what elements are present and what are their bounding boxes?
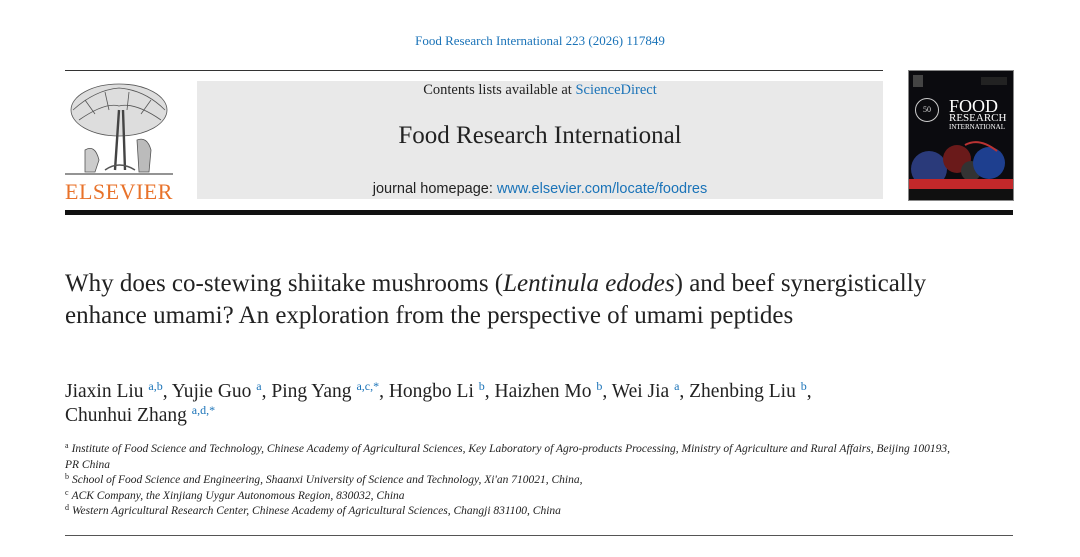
title-part1: Why does co-stewing shiitake mushrooms (: [65, 270, 504, 297]
author-affiliation-marker[interactable]: a: [256, 379, 262, 393]
affiliation-item: [65, 504, 965, 520]
author-separator: ,: [261, 381, 272, 402]
author-name[interactable]: Zhenbing Liu: [689, 381, 796, 402]
author-affiliation-marker[interactable]: a: [674, 379, 680, 393]
affiliation-key: c: [65, 487, 69, 497]
contents-line: [197, 81, 883, 98]
tree-icon: [65, 80, 173, 178]
masthead-rule: [65, 210, 1013, 215]
author-separator: ,: [484, 381, 495, 402]
author-separator: ,: [806, 381, 812, 402]
author-list: [65, 380, 1005, 428]
author-affiliation-marker[interactable]: b: [800, 379, 807, 393]
citation-link[interactable]: Food Research International 223 (2026) 117849: [415, 33, 665, 48]
elsevier-logo[interactable]: [65, 80, 173, 202]
author-name[interactable]: Wei Jia: [611, 381, 670, 402]
journal-name: Food Research International: [398, 122, 682, 149]
author-affiliation-marker[interactable]: b: [596, 379, 603, 393]
journal-citation[interactable]: [0, 33, 1080, 49]
author-affiliation-marker[interactable]: a,b: [148, 379, 163, 393]
title-species: Lentinula edodes: [503, 270, 675, 297]
author-separator: ,: [162, 381, 172, 402]
article-title: [65, 268, 965, 331]
affiliation-text: Western Agricultural Research Center, Chinese Academy of Agricultural Sciences, Changji 831100, China: [72, 505, 561, 517]
affiliation-item: [65, 489, 965, 505]
affiliation-key: a: [65, 441, 69, 450]
cover-title: [949, 96, 1007, 132]
affiliation-text: School of Food Science and Engineering, Shaanxi University of Science and Technology, Xi'an 710021, China,: [72, 474, 583, 486]
cover-title-line3: INTERNATIONAL: [949, 123, 1005, 131]
affiliation-text: ACK Company, the Xinjiang Uygur Autonomous Region, 830032, China: [71, 489, 405, 502]
affiliation-item: [65, 442, 965, 473]
author-name[interactable]: Hongbo Li: [388, 381, 474, 402]
contents-prefix: Contents lists available at: [423, 82, 576, 98]
cover-title-line2: RESEARCH: [949, 112, 1007, 124]
header-rule: [65, 70, 883, 71]
homepage-prefix: journal homepage:: [372, 181, 497, 197]
cover-anniversary-badge: 50: [915, 98, 939, 122]
author: [689, 381, 811, 402]
affiliation-key: b: [65, 472, 69, 481]
author-separator: ,: [379, 381, 389, 402]
author-separator: ,: [679, 381, 690, 402]
author-affiliation-marker[interactable]: a,d,*: [191, 403, 216, 417]
section-rule: [65, 535, 1013, 536]
author: [65, 381, 172, 402]
author: [65, 405, 215, 426]
title-part2: ) and beef synergistically enhance umami? An exploration from the perspective of umami peptides: [65, 270, 927, 329]
affiliation-key: d: [65, 503, 69, 512]
journal-masthead: [197, 81, 883, 199]
affiliation-item: [65, 473, 965, 489]
author-name[interactable]: Chunhui Zhang: [65, 405, 187, 426]
cover-title-line1: FOOD: [949, 96, 999, 116]
affiliation-list: [65, 442, 965, 520]
author: [172, 381, 272, 402]
homepage-line: [197, 181, 883, 197]
journal-cover-thumbnail[interactable]: [908, 70, 1014, 201]
homepage-link[interactable]: www.elsevier.com/locate/foodres: [496, 181, 708, 197]
sciencedirect-link[interactable]: ScienceDirect: [575, 82, 657, 98]
author-name[interactable]: Ping Yang: [271, 381, 352, 402]
affiliation-text: Institute of Food Science and Technology, Chinese Academy of Agricultural Sciences, Key Laboratory of Agro-products Processing, Ministry of Agriculture and Rural Affairs, Beijing 100193, PR China: [65, 443, 950, 471]
author-affiliation-marker[interactable]: b: [478, 379, 485, 393]
author: [389, 381, 495, 402]
author-name[interactable]: Haizhen Mo: [494, 381, 592, 402]
author: [612, 381, 689, 402]
author-affiliation-marker[interactable]: a,c,*: [356, 379, 380, 393]
author-name[interactable]: Jiaxin Liu: [65, 381, 144, 402]
author-name[interactable]: Yujie Guo: [171, 381, 252, 402]
author: [271, 381, 388, 402]
author: [495, 381, 612, 402]
cover-art-icon: [909, 71, 1013, 200]
elsevier-wordmark: ELSEVIER: [65, 179, 173, 204]
author-separator: ,: [602, 381, 612, 402]
